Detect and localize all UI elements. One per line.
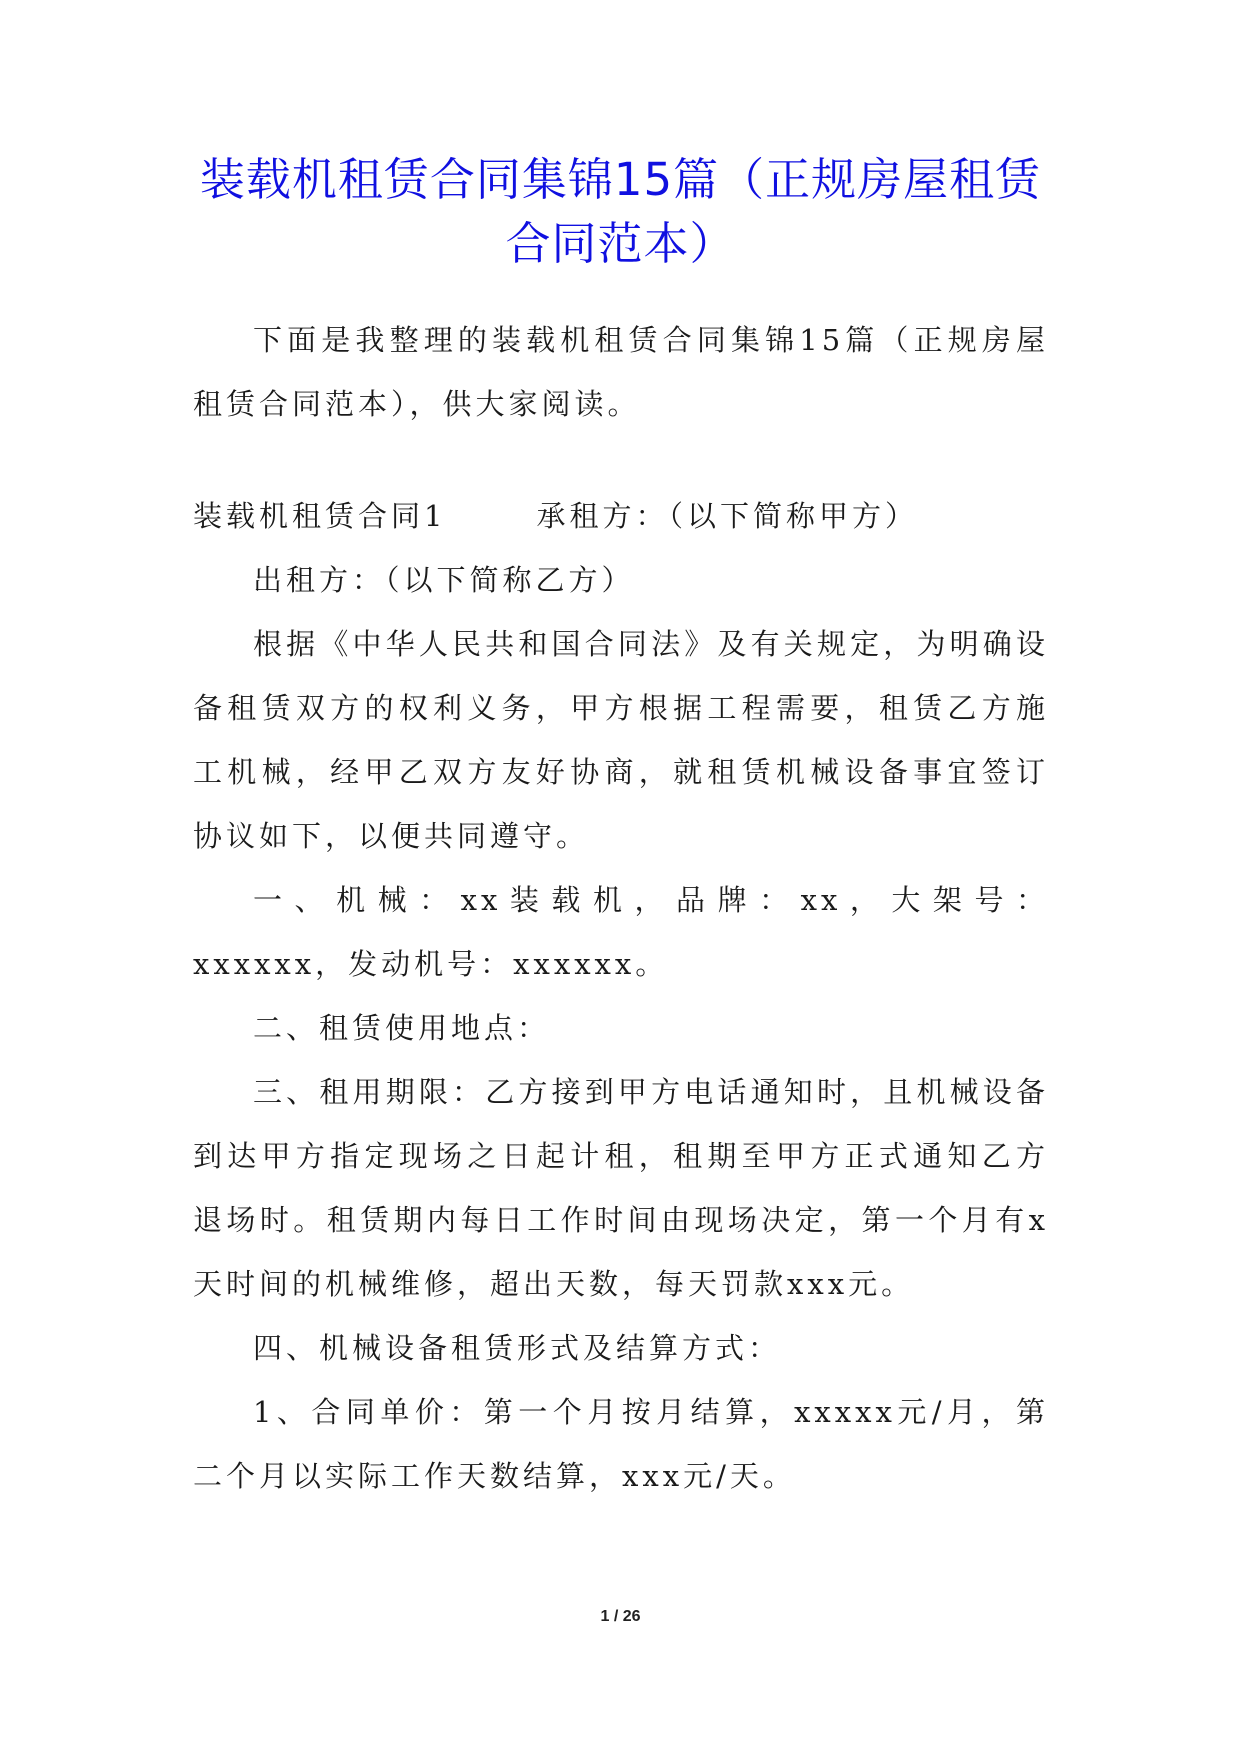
paragraph-preamble: 根据《中华人民共和国合同法》及有关规定，为明确设备租赁双方的权利义务，甲方根据工程需要，租赁乙方施工机械，经甲乙双方友好协商，就租赁机械设备事宜签订协议如下，以便共同遵守。	[193, 627, 1049, 853]
paragraph-unit-price: 1、合同单价：第一个月按月结算，xxxxx元/月，第二个月以实际工作天数结算，xxx元/天。	[193, 1395, 1049, 1493]
contract-body	[193, 484, 1049, 1508]
section-heading: 装载机租赁合同1	[193, 499, 447, 533]
intro-paragraph: 下面是我整理的装载机租赁合同集锦15篇（正规房屋租赁合同范本），供大家阅读。	[193, 323, 1049, 421]
page-number: 1 / 26	[600, 1608, 641, 1625]
paragraph-machinery: 一、机械：xx装载机，品牌：xx，大架号：xxxxxx，发动机号：xxxxxx。	[193, 883, 1049, 981]
lessee-line: 承租方：（以下简称甲方）	[536, 499, 918, 533]
document-title	[150, 148, 1091, 276]
title-line-1: 装载机租赁合同集锦15篇（正规房屋租赁	[199, 153, 1042, 206]
lessor-line: 出租方：（以下简称乙方）	[253, 563, 635, 597]
paragraph-settlement-heading: 四、机械设备租赁形式及结算方式：	[253, 1331, 782, 1365]
paragraph-term: 三、租用期限：乙方接到甲方电话通知时，且机械设备到达甲方指定现场之日起计租，租期至甲方正式通知乙方退场时。租赁期内每日工作时间由现场决定，第一个月有x天时间的机械维修，超出天数，每天罚款xxx元。	[193, 1075, 1049, 1301]
paragraph-location: 二、租赁使用地点：	[253, 1011, 551, 1045]
section-heading-line	[193, 484, 1049, 548]
intro-block	[193, 308, 1049, 436]
title-line-2: 合同范本）	[505, 217, 736, 270]
